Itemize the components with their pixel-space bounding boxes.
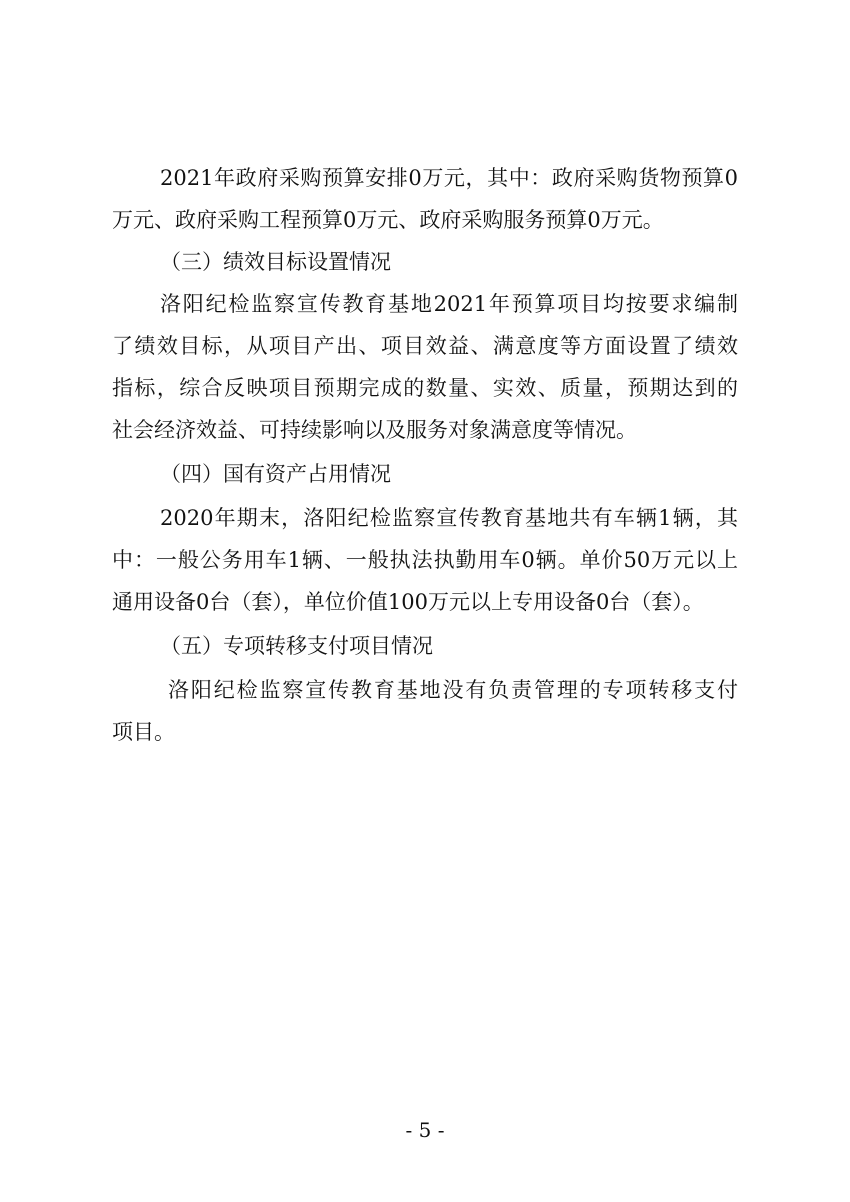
section-4-line-3: 通用设备0台（套），单位价值100万元以上专用设备0台（套）。 [112,590,704,614]
section-4-line-1: 2020年期末，洛阳纪检监察宣传教育基地共有车辆1辆，其 [160,506,738,530]
section-3-line-1: 洛阳纪检监察宣传教育基地2021年预算项目均按要求编制 [160,292,738,316]
section-3-heading: （三）绩效目标设置情况 [160,250,391,274]
section-4-line-2: 中：一般公务用车1辆、一般执法执勤用车0辆。单价50万元以上 [112,548,738,572]
procurement-line-2: 万元、政府采购工程预算0万元、政府采购服务预算0万元。 [112,208,664,232]
section-3-line-3: 指标，综合反映项目预期完成的数量、实效、质量，预期达到的 [112,376,738,400]
section-5-line-1: 洛阳纪检监察宣传教育基地没有负责管理的专项转移支付 [168,678,738,702]
section-4-heading: （四）国有资产占用情况 [160,462,391,486]
section-5-heading: （五）专项转移支付项目情况 [160,634,433,658]
section-5-line-2: 项目。 [112,720,175,744]
procurement-line-1: 2021年政府采购预算安排0万元，其中：政府采购货物预算0 [160,166,738,190]
section-3-line-2: 了绩效目标，从项目产出、项目效益、满意度等方面设置了绩效 [112,334,738,358]
section-3-line-4: 社会经济效益、可持续影响以及服务对象满意度等情况。 [112,418,637,442]
page-number: - 5 - [405,1118,445,1142]
